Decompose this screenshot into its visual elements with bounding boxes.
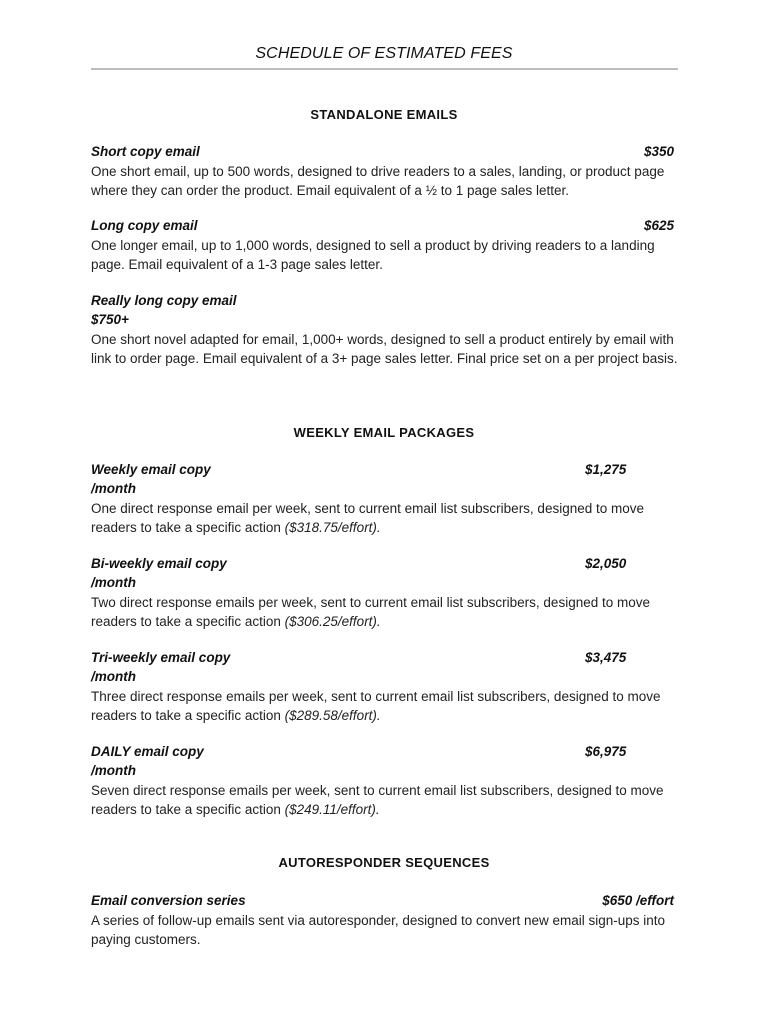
item-description-bi-weekly-email-copy — [91, 593, 683, 631]
item-unit-weekly-email-copy: /month — [91, 481, 136, 496]
per-effort-rate: ($318.75/effort). — [284, 520, 381, 535]
per-effort-rate: ($289.58/effort). — [284, 708, 381, 723]
item-name-really-long-copy-email: Really long copy email — [91, 293, 237, 308]
item-description-tri-weekly-email-copy — [91, 687, 683, 725]
item-price-email-conversion-series: $650 /effort — [602, 893, 674, 908]
description-text: One direct response email per week, sent to current email list subscribers, designed to move readers to take a specific action — [91, 501, 645, 535]
item-unit-daily-email-copy: /month — [91, 763, 136, 778]
item-name-daily-email-copy: DAILY email copy — [91, 744, 204, 759]
item-price-bi-weekly-email-copy: $2,050 — [585, 556, 627, 571]
title-divider — [91, 68, 678, 70]
item-unit-bi-weekly-email-copy: /month — [91, 575, 136, 590]
per-effort-rate: ($249.11/effort). — [284, 802, 380, 817]
description-text: Three direct response emails per week, sent to current email list subscribers, designed to move readers to take a specific action — [91, 689, 661, 723]
item-name-weekly-email-copy: Weekly email copy — [91, 462, 211, 477]
item-name-bi-weekly-email-copy: Bi-weekly email copy — [91, 556, 227, 571]
item-price-really-long-copy-email: $750+ — [91, 312, 129, 327]
item-description-really-long-copy-email: One short novel adapted for email, 1,000+ words, designed to sell a product entirely by email with link to order page. Email equivalent of a 3+ page sales letter. Final price set on a per project basis. — [91, 332, 678, 366]
item-unit-tri-weekly-email-copy: /month — [91, 669, 136, 684]
item-price-daily-email-copy: $6,975 — [585, 744, 627, 759]
section-heading-weekly-email-packages: WEEKLY EMAIL PACKAGES — [293, 425, 475, 440]
item-name-tri-weekly-email-copy: Tri-weekly email copy — [91, 650, 231, 665]
item-price-short-copy-email: $350 — [643, 144, 674, 159]
item-name-short-copy-email: Short copy email — [91, 144, 200, 159]
description-text: Two direct response emails per week, sent to current email list subscribers, designed to move readers to take a specific action — [91, 595, 650, 629]
item-price-long-copy-email: $625 — [643, 218, 674, 233]
item-description-weekly-email-copy — [91, 499, 683, 537]
item-name-long-copy-email: Long copy email — [91, 218, 198, 233]
document-title: SCHEDULE OF ESTIMATED FEES — [255, 45, 513, 62]
per-effort-rate: ($306.25/effort). — [284, 614, 381, 629]
item-price-weekly-email-copy: $1,275 — [585, 462, 627, 477]
item-description-short-copy-email: One short email, up to 500 words, designed to drive readers to a sales, landing, or product page where they can order the product. Email equivalent of a ½ to 1 page sales letter. — [91, 164, 665, 198]
item-description-long-copy-email: One longer email, up to 1,000 words, designed to sell a product by driving readers to a landing page. Email equivalent of a 1-3 page sales letter. — [91, 238, 655, 272]
section-heading-autoresponder-sequences: AUTORESPONDER SEQUENCES — [278, 855, 490, 870]
item-description-email-conversion-series: A series of follow-up emails sent via autoresponder, designed to convert new email sign-ups into paying customers. — [91, 913, 666, 947]
item-price-tri-weekly-email-copy: $3,475 — [585, 650, 627, 665]
item-description-daily-email-copy — [91, 781, 683, 819]
section-heading-standalone-emails: STANDALONE EMAILS — [310, 107, 458, 122]
item-name-email-conversion-series: Email conversion series — [91, 893, 246, 908]
description-text: Seven direct response emails per week, sent to current email list subscribers, designed to move readers to take a specific action — [91, 783, 664, 817]
